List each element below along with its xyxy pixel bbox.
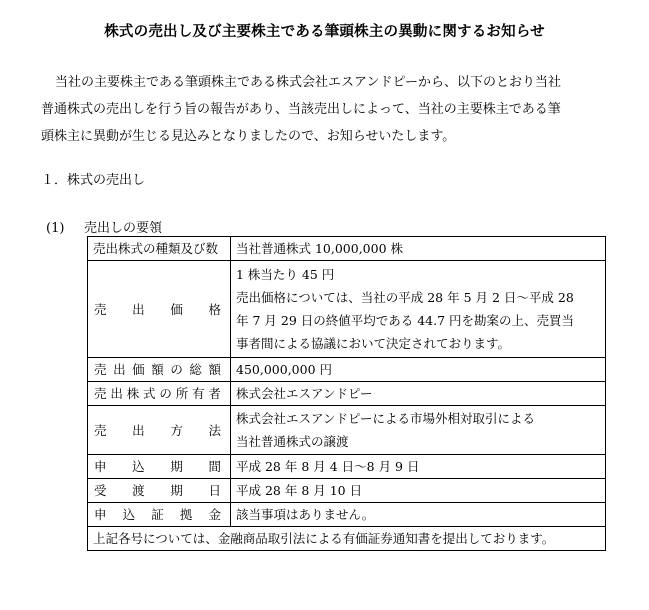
table-value: 株式会社エスアンドピーによる市場外相対取引による 当社普通株式の譲渡: [231, 406, 606, 455]
table-label: [88, 503, 231, 527]
page-title: 株式の売出し及び主要株主である筆頭株主の異動に関するお知らせ: [104, 24, 545, 40]
spread-label: 申 込 証 拠 金: [94, 507, 221, 522]
table-value: 平成 28 年 8 月 10 日: [231, 479, 606, 503]
table-row: [88, 503, 606, 527]
table-row: [88, 237, 606, 261]
table-label: [88, 479, 231, 503]
table-label: 売出株式の種類及び数: [88, 237, 231, 261]
table-label: [88, 406, 231, 455]
table-label: [88, 382, 231, 406]
spread-label: 受 渡 期 日: [94, 483, 221, 498]
subsection-title: 売出しの要領: [84, 221, 163, 236]
table-row: [88, 261, 606, 358]
table-row: [88, 527, 606, 551]
table-row: [88, 455, 606, 479]
intro-line: 普通株式の売出しを行う旨の報告があり、当該売出しによって、当社の主要株主である筆: [41, 102, 561, 117]
table-value: 株式会社エスアンドピー: [231, 382, 606, 406]
table-value: 1 株当たり 45 円 売出価格については、当社の平成 28 年 5 月 2 日～平成 28 年 7 月 29 日の終値平均である 44.7 円を勘案の上、売買当 事者間による協議において決定されております。: [231, 261, 606, 358]
table-label: [88, 455, 231, 479]
spread-label: 売 出 価 格: [94, 301, 221, 317]
spread-label: 売 出 価 額 の 総 額: [94, 362, 221, 377]
intro-paragraph: [41, 69, 613, 150]
intro-line: 頭株主に異動が生じる見込みとなりましたので、お知らせいたします。: [41, 129, 456, 144]
spread-label: 売 出 方 法: [94, 422, 221, 438]
table-value: 450,000,000 円: [231, 358, 606, 382]
spread-label: 申 込 期 間: [94, 459, 221, 474]
table-row: [88, 382, 606, 406]
subsection-number: (1): [46, 221, 65, 236]
table-row: [88, 479, 606, 503]
table-row: [88, 406, 606, 455]
table-value: 当社普通株式 10,000,000 株: [231, 237, 606, 261]
intro-line: 当社の主要株主である筆頭株主である株式会社エスアンドピーから、以下のとおり当社: [55, 75, 561, 90]
table-note: 上記各号については、金融商品取引法による有価証券通知書を提出しております。: [88, 527, 606, 551]
table-label: [88, 358, 231, 382]
table-value: 該当事項はありません。: [231, 503, 606, 527]
section-heading: １．株式の売出し: [41, 173, 146, 188]
spread-label: 売 出 株 式 の 所 有 者: [94, 386, 221, 401]
table-label: [88, 261, 231, 358]
subsection-heading: [46, 217, 162, 236]
table-row: [88, 358, 606, 382]
offering-details-table: [87, 236, 606, 551]
table-value: 平成 28 年 8 月 4 日～8 月 9 日: [231, 455, 606, 479]
